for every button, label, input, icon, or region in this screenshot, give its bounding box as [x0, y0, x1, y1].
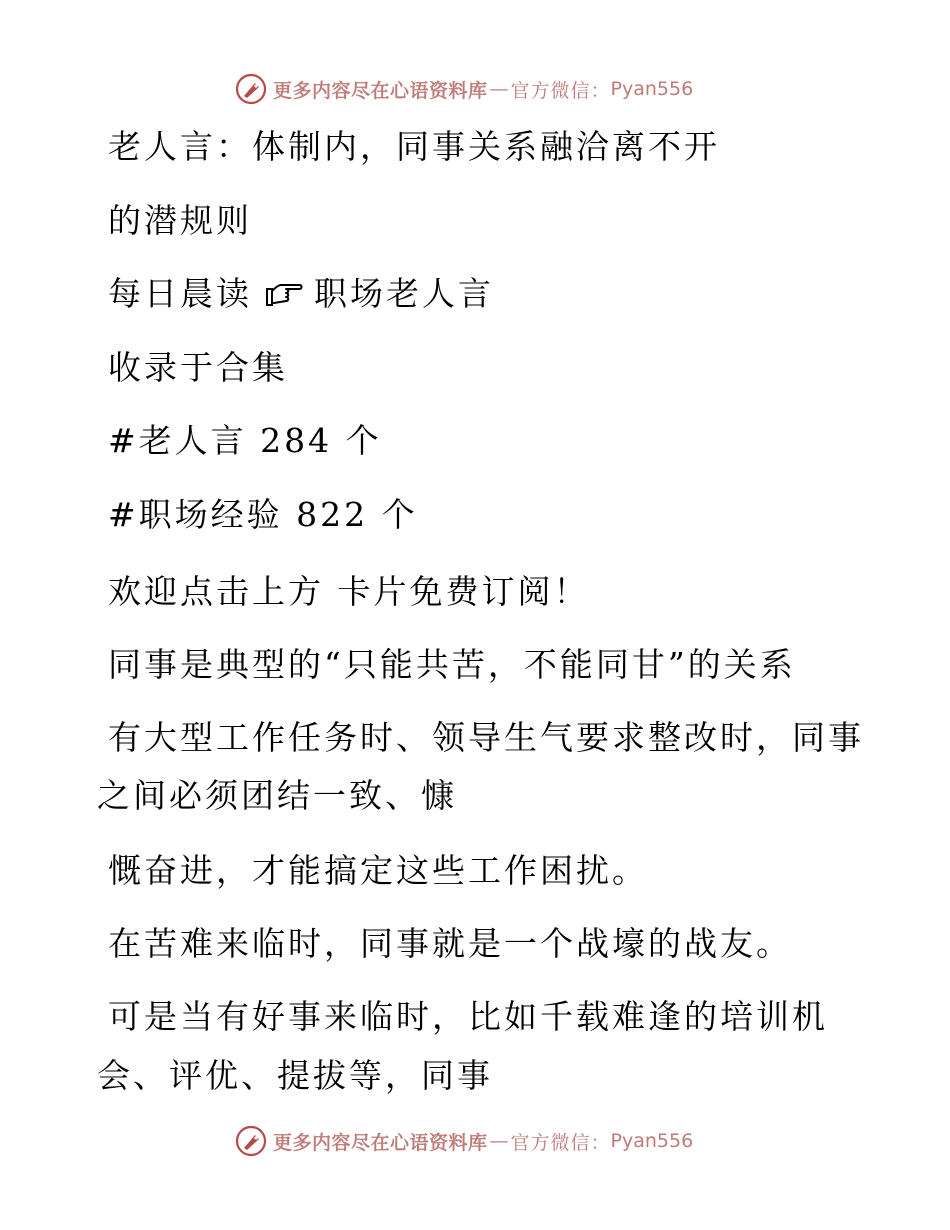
wechat-id: Pyan556 [610, 78, 694, 100]
paragraph-3: 慨奋进，才能搞定这些工作困扰。 [108, 851, 648, 890]
footer-watermark [235, 1124, 835, 1158]
paragraph-5-line-1: 可是当有好事来临时，比如千载难逢的培训机 [108, 997, 828, 1036]
paragraph-5-line-2: 会、评优、提拔等，同事 [97, 1056, 493, 1095]
collection-label: 收录于合集 [108, 348, 288, 387]
banner-separator: — [489, 78, 509, 100]
article-title-line-2: 的潜规则 [108, 201, 252, 240]
subscribe-prompt: 欢迎点击上方 卡片免费订阅！ [108, 572, 590, 611]
series-prefix: 每日晨读 [108, 274, 252, 313]
paragraph-1: 同事是典型的“只能共苦，不能同甘”的关系 [108, 645, 796, 684]
series-line [108, 274, 494, 314]
series-name: 职场老人言 [314, 274, 494, 313]
banner-separator: — [489, 1130, 509, 1152]
paragraph-4: 在苦难来临时，同事就是一个战壕的战友。 [108, 924, 792, 963]
article-title-line-1: 老人言：体制内，同事关系融洽离不开 [108, 127, 720, 166]
pen-nib-logo-icon [235, 1125, 267, 1157]
paragraph-2-line-1: 有大型工作任务时、领导生气要求整改时，同事 [108, 718, 864, 757]
tag-old-sayings[interactable]: #老人言 284 个 [108, 421, 382, 460]
pointing-hand-icon [264, 279, 304, 309]
site-name: 更多内容尽在心语资料库 [273, 1131, 488, 1154]
wechat-id: Pyan556 [610, 1130, 694, 1152]
tag-workplace-experience[interactable]: #职场经验 822 个 [108, 495, 418, 534]
site-name: 更多内容尽在心语资料库 [273, 79, 488, 102]
wechat-label: 官方微信： [510, 1131, 611, 1154]
paragraph-2-line-2: 之间必须团结一致、慷 [97, 776, 457, 815]
wechat-label: 官方微信： [510, 79, 611, 102]
